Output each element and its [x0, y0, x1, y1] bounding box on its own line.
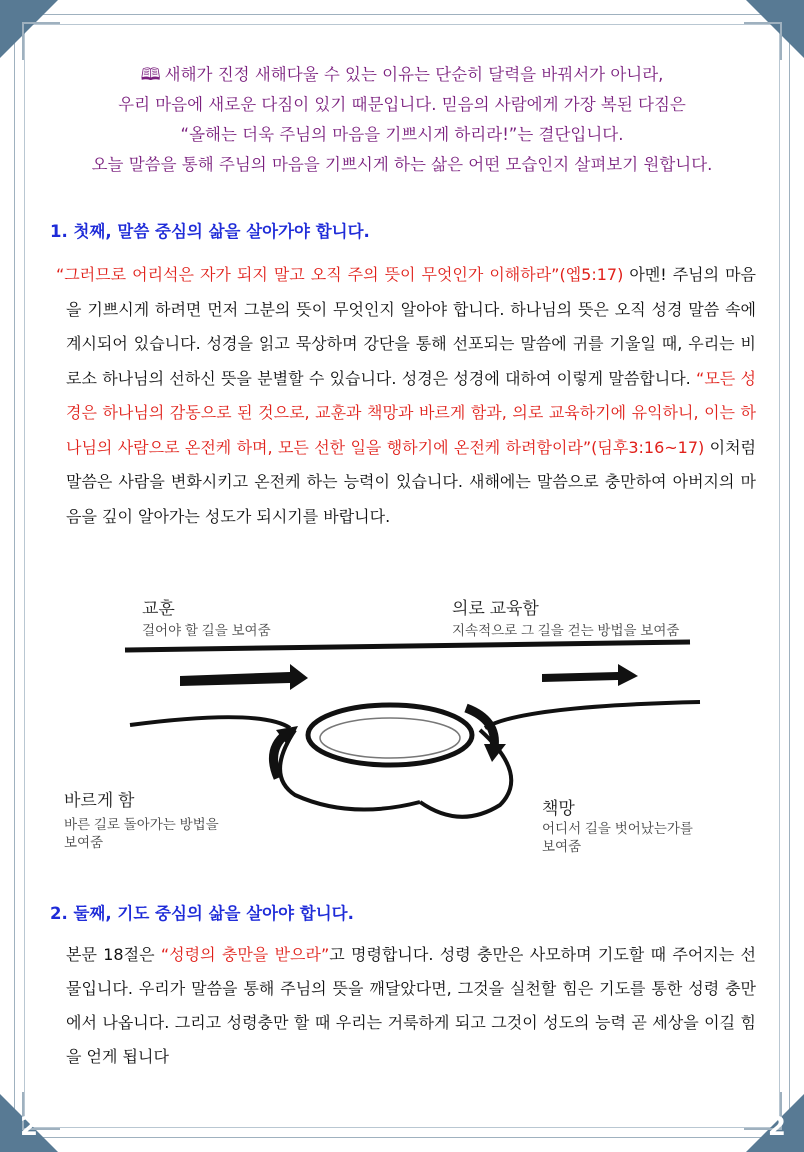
body-text: 본문 18절은	[66, 945, 161, 964]
label-uiro-title: 의로 교육함	[452, 599, 539, 618]
intro-line: 우리 마음에 새로운 다짐이 있기 때문입니다. 믿음의 사람에게 가장 복된 다짐은	[118, 95, 686, 114]
intro-line: 🕮 새해가 진정 새해다울 수 있는 이유는 단순히 달력을 바꿔서가 아니라,	[140, 65, 664, 85]
road-right-line	[485, 702, 700, 728]
section-1-heading: 1. 첫째, 말씀 중심의 삶을 살아가야 합니다.	[50, 222, 370, 241]
scripture-quote-tim: “모든 성경은 하나님의 감동으로 된 것으로, 교훈과 책망과 바르게 함과, 의로 교육하기에 유익하니, 이는 하나님의 사람으로 온전케 하며, 모든 선한 일을 행하기에 온전케 하려함이라”(딤후3:16~17)	[66, 368, 756, 457]
road-left-line	[130, 717, 290, 728]
page-number-right: 2	[767, 1112, 786, 1142]
label-chaekmang-title: 책망	[542, 799, 575, 818]
section-2-body	[66, 938, 756, 1074]
road-top-line	[125, 642, 690, 650]
center-island	[308, 705, 472, 765]
body-text: 아멘! 주님의 마음을 기쁘시게 하려면 먼저 그분의 뜻이 무엇인지 알아야 합니다. 하나님의 뜻은 오직 성경 말씀 속에 계시되어 있습니다. 성경을 읽고 묵상하며 강단을 통해 선포되는 말씀에 귀를 기울일 때, 우리는 비로소 하나님의 선하신 뜻을 분별할 수 있습니다. 성경은 성경에 대하여 이렇게 말씀합니다.	[66, 265, 756, 388]
label-uiro-sub: 지속적으로 그 길을 걷는 방법을 보여줌	[452, 623, 680, 638]
arrow-right-right	[542, 664, 638, 686]
label-gyohun-title: 교훈	[142, 599, 175, 618]
intro-line: 오늘 말씀을 통해 주님의 마음을 기쁘시게 하는 삶은 어떤 모습인지 살펴보기 원합니다.	[91, 155, 713, 174]
section-1-body	[56, 258, 756, 534]
body-text: 이처럼 말씀은 사람을 변화시키고 온전케 하는 능력이 있습니다. 새해에는 말씀으로 충만하여 아버지의 마음을 깊이 알아가는 성도가 되시기를 바랍니다.	[66, 437, 756, 526]
label-bareuge-title: 바르게 함	[64, 791, 135, 810]
label-gyohun-sub: 걸어야 할 길을 보여줌	[142, 623, 271, 638]
scripture-usage-diagram	[64, 580, 710, 870]
corner-deco-top-left	[22, 22, 60, 60]
label-chaekmang-sub2: 보여줌	[542, 839, 582, 854]
arrow-left-right	[180, 664, 308, 690]
label-chaekmang-sub1: 어디서 길을 벗어났는가를	[542, 821, 693, 836]
intro-paragraph	[40, 60, 764, 180]
label-bareuge-sub2: 보여줌	[64, 835, 104, 850]
section-2-heading: 2. 둘째, 기도 중심의 삶을 살아야 합니다.	[50, 904, 354, 923]
book-icon: 🕮	[140, 65, 161, 85]
label-bareuge-sub1: 바른 길로 돌아가는 방법을	[64, 817, 219, 832]
scripture-quote-eph: “그러므로 어리석은 자가 되지 말고 오직 주의 뜻이 무엇인가 이해하라”(엡5:17)	[56, 265, 624, 284]
intro-line: “올해는 더욱 주님의 마음을 기쁘시게 하리라!”는 결단입니다.	[180, 125, 624, 144]
scripture-quote-spirit: “성령의 충만을 받으라”	[160, 945, 330, 964]
page-number-left: 2	[20, 1112, 39, 1142]
body-text: 고 명령합니다. 성령 충만은 사모하며 기도할 때 주어지는 선물입니다. 우리가 말씀을 통해 주님의 뜻을 깨달았다면, 그것을 실천할 힘은 기도를 통한 성령 충만에서 나옵니다. 그리고 성령충만 할 때 우리는 거룩하게 되고 그것이 성도의 능력 곧 세상을 이길 힘을 얻게 됩니다	[66, 945, 757, 1066]
corner-deco-top-right	[744, 22, 782, 60]
